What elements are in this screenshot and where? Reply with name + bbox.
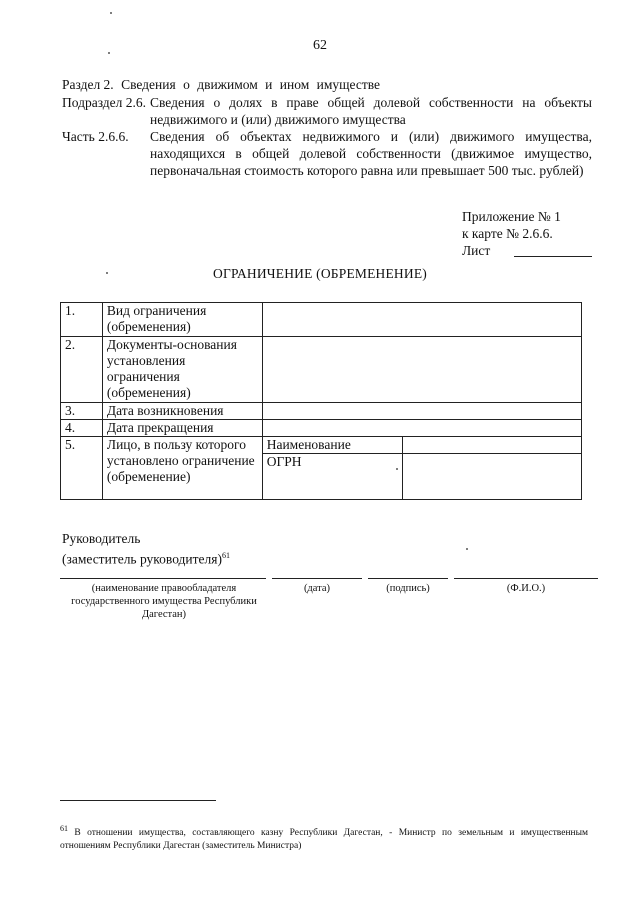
appendix-line1: Приложение № 1 [462,209,561,224]
row-label: Дата прекращения [102,420,262,437]
scan-speck [396,468,398,470]
signer-deputy [62,547,230,568]
scan-speck [106,272,108,274]
signer-block [62,530,230,568]
date-caption: (дата) [303,583,331,594]
date-line [272,578,362,579]
signer-deputy-text: (заместитель руководителя) [62,551,222,567]
table-row [61,437,582,454]
subsection-text-content: Сведения о долях в праве общей долевой собственности на объекты недвижимого и (или) движимого имущества [150,95,592,127]
section-text: Сведения о движимом и ином имуществе [121,77,381,92]
row-number: 5. [61,437,103,500]
part-label: Часть 2.6.6. [62,129,129,144]
row-label: Вид ограничения (обременения) [102,303,262,337]
restriction-table [60,302,582,500]
appendix-line2: к карте № 2.6.6. [462,226,553,241]
sub-name-value[interactable] [402,437,581,454]
sub-name-label: Наименование [262,437,402,454]
sub-ogrn-label: ОГРН [262,454,402,500]
scan-speck [108,52,110,54]
form-title: ОГРАНИЧЕНИЕ (ОБРЕМЕНЕНИЕ) [213,266,427,281]
section-line [62,76,592,93]
footnote-number: 61 [60,824,68,833]
scan-speck [110,12,112,14]
sheet-label: Лист [462,243,491,258]
footnote-ref: 61 [221,551,230,560]
row-value-cell[interactable] [262,403,581,420]
row-number: 1. [61,303,103,337]
row-label: Лицо, в пользу которого установлено ограничение (обременение) [102,437,262,500]
section-label: Раздел 2. [62,77,114,92]
row-number: 4. [61,420,103,437]
page-number: 62 [313,38,327,53]
footnote-text: В отношении имущества, составляющего казну Республики Дагестан, - Министр по земельным и имущественным отношениям Республики Дагестан (заместитель Министра) [60,828,589,852]
row-value-cell[interactable] [262,337,581,403]
row-number: 2. [61,337,103,403]
fio-line [454,578,598,579]
part-text: Сведения об объектах недвижимого и (или) движимого имущества, находящихся в общей долевой собственности (движимое имущество, первоначальная стоимость которого равна или превышает 500 тыс. рублей) [150,129,592,178]
signature-line [368,578,448,579]
footnote [60,822,588,853]
row-label: Документы-основания установления ограничения (обременения) [102,337,262,403]
table-row [61,420,582,437]
footnote-separator [60,800,216,801]
table-row [61,403,582,420]
subsection-label: Подраздел 2.6. [62,95,147,110]
table-row [61,303,582,337]
holder-caption: (наименование правообладателя государственного имущества Республики Дагестан) [71,583,257,620]
sheet-blank-line [514,256,592,257]
holder-line [60,578,266,579]
table-row [61,337,582,403]
signer-title: Руководитель [62,531,141,546]
appendix-sheet [462,242,592,259]
scan-speck [466,548,468,550]
appendix-block [462,208,592,259]
sub-ogrn-value[interactable] [402,454,581,500]
row-label: Дата возникновения [102,403,262,420]
row-value-cell[interactable] [262,420,581,437]
signature-caption: (подпись) [386,583,430,594]
row-number: 3. [61,403,103,420]
fio-caption: (Ф.И.О.) [506,583,546,594]
row-value-cell[interactable] [262,303,581,337]
subsection-text [150,94,592,128]
